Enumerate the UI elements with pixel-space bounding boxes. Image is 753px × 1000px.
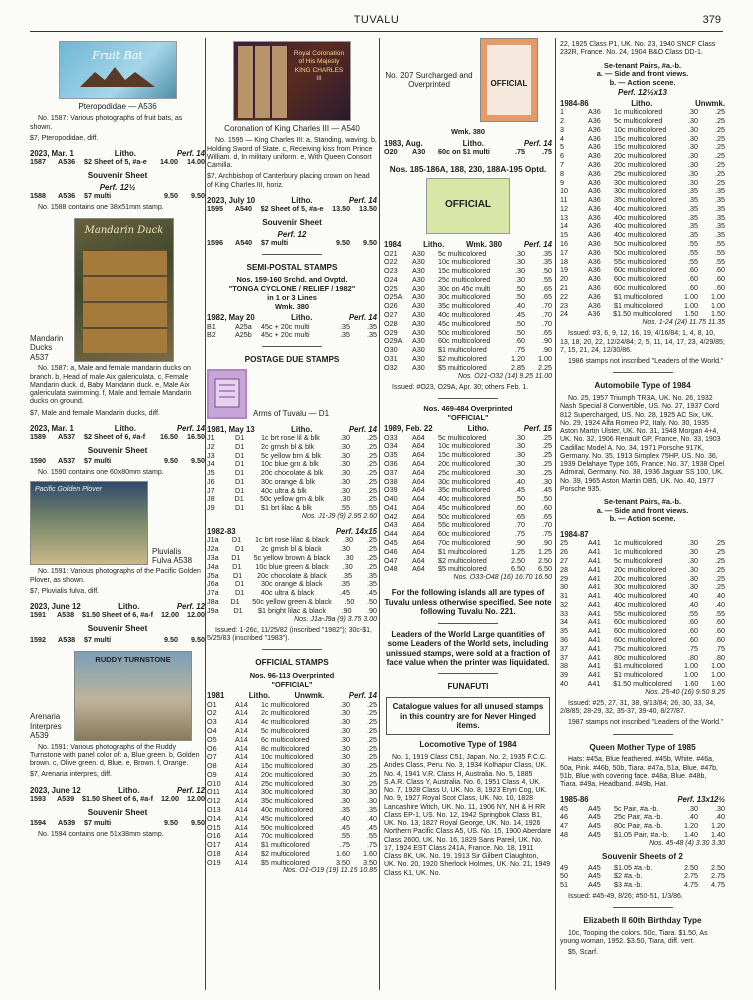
catalog-row: J3 D1 5c yellow brn & blk .30 .25 — [207, 450, 377, 460]
queen-mother-table — [560, 805, 725, 840]
divider — [262, 254, 322, 255]
stamp-note: No. 1591: Various photographs of the Pacific Golden Plover, as shown. — [30, 568, 201, 584]
stamp-art-text: Mandarin Duck — [84, 225, 164, 237]
turnstone-stamp-image — [74, 651, 192, 741]
souvenir-sheet-heading: Souvenir Sheet — [87, 171, 148, 181]
stamp-note: No. 1590 contains one 60x80mm stamp. — [38, 469, 164, 477]
totals-line: Nos. O33-O48 (16) 16.70 16.50 — [453, 574, 552, 582]
section-heading: POSTAGE DUE STAMPS — [244, 355, 340, 365]
catalog-row: O10 A14 25c multicolored .30 .25 — [207, 778, 377, 788]
issue-line: 2023, July 10 Litho. Perf. 14 — [207, 195, 377, 205]
catalog-row: 38 A41 $1 multicolored 1.00 1.00 — [560, 661, 725, 671]
stamp-subnote: $5, Scarf. — [568, 949, 598, 957]
issue-line: 1984 Litho. Wmk. 380 Perf. 14 — [384, 240, 552, 250]
catalog-row: 27 A41 5c multicolored .30 .25 — [560, 555, 725, 565]
sub-heading: Se-tenant Pairs, #a.-b. — [603, 60, 682, 70]
catalog-row: 14 A36 40c multicolored .35 .35 — [560, 221, 725, 231]
catalog-row: O41 A64 45c multicolored .60 .60 — [384, 502, 552, 512]
catalog-row: 19 A36 60c multicolored .60 .60 — [560, 265, 725, 275]
catalog-row: 23 A36 $1 multicolored 1.00 1.00 — [560, 300, 725, 310]
section-heading: FUNAFUTI — [447, 682, 489, 692]
sub-heading: "OFFICIAL" — [447, 412, 489, 422]
stamp-subnote: $7, Pteropodidae, diff. — [30, 134, 99, 142]
catalog-row: 39 A41 $1 multicolored 1.00 1.00 — [560, 670, 725, 680]
stamp-note: No. 1595 — King Charles III: a, Standing, waving. b, Holding Sword of State. c, Receiving kiss from Prince William. d, In military uniform. e, With Queen Consort Camilla. — [207, 137, 377, 170]
sub-heading: Nos. 96-113 Overprinted — [249, 670, 335, 680]
stamp-caption: Arms of Tuvalu — D1 — [253, 409, 330, 419]
queen-mother-note: Hats: #45a, Blue feathered. #45b, White. #46a, 50a, Pink. #46b, 50b, Tiara. #47a, 51a, Blue. #47b, 51b, Blue with covering face. #48a, Blue. #48b, Tiara. #49a, Headband. #49b, Hat. — [560, 756, 719, 789]
catalog-row: J9 D1 $1 brt lilac & blk .55 .55 — [207, 503, 377, 513]
catalog-row: 15 A36 40c multicolored .35 .35 — [560, 230, 725, 240]
catalog-row: O13 A14 40c multicolored .35 .35 — [207, 804, 377, 814]
stamp-label: Arenaria Interpres A539 — [30, 712, 62, 741]
issue-line: 1984-86 Litho. Unwmk. — [560, 99, 725, 109]
catalog-row: 40 A41 $1.50 multicolored 1.60 1.60 — [560, 678, 725, 688]
catalog-row: 46 A45 25c Pair, #a.-b. .40 .40 — [560, 812, 725, 822]
perf-line: Perf. 12½x13 — [618, 87, 667, 97]
issue-line: 1984-87 — [560, 530, 589, 540]
section-heading: Locomotive Type of 1984 — [419, 740, 517, 750]
official-1984-table — [384, 250, 552, 373]
issue-line: 2023, June 12 Litho. Perf. 12 — [30, 785, 205, 795]
totals-line: Nos. 1-24 (24) 11.75 11.35 — [642, 319, 725, 327]
catalog-row: O12 A14 35c multicolored .30 .30 — [207, 796, 377, 806]
catalog-row: 18 A36 55c multicolored .55 .55 — [560, 256, 725, 266]
stamp-grid — [238, 46, 288, 118]
totals-line: Nos. 45-48 (4) 3.30 3.30 — [649, 839, 725, 847]
totals-line: Nos. O1-O19 (19) 11.15 10.85 — [282, 867, 377, 875]
catalog-row: O34 A64 10c multicolored .30 .25 — [384, 441, 552, 451]
catalog-row: O9 A14 20c multicolored .30 .25 — [207, 769, 377, 779]
catalog-row: O29A A30 60c multicolored .60 .90 — [384, 336, 552, 346]
catalog-row: 1589 A537 $2 Sheet of 6, #a-f 16.50 16.50 — [30, 431, 205, 441]
catalog-row: J9a D1 $1 bright lilac & black .90 .90 — [207, 605, 377, 615]
official-1989-table — [384, 434, 552, 575]
official-stamp-image — [480, 38, 538, 122]
catalog-row: J3a D1 5c yellow brown & black .30 .25 — [207, 553, 377, 563]
catalog-row: 50 A45 $2 #a.-b. 2.75 2.75 — [560, 871, 725, 881]
page-header — [30, 14, 723, 32]
catalog-row: O21 A30 5c multicolored .30 .35 — [384, 248, 552, 258]
sub-heading: Nos. 469-484 Overprinted — [423, 404, 513, 413]
sub-heading: b. — Action scene. — [609, 514, 676, 524]
stamp-art-text: OFFICIAL — [490, 79, 528, 88]
catalog-row: J7a D1 40c ultra & black .45 .45 — [207, 588, 377, 598]
sub-heading: "TONGA CYCLONE / RELIEF / 1982" — [228, 284, 356, 294]
stamp-subnote: $7, Pluvialis fulva, diff. — [30, 587, 100, 595]
catalog-row: O25A A30 30c multicolored .50 .65 — [384, 292, 552, 302]
catalog-row: 1590 A537 $7 multi 9.50 9.50 — [30, 456, 205, 466]
catalog-row: 1 A36 1c multicolored .30 .25 — [560, 107, 725, 117]
fruit-bat-stamp-image — [59, 41, 177, 99]
issue-line: 1985-86 Perf. 13x12½ — [560, 795, 725, 805]
elizabeth-note: 10c, Tooping the colors. 50c, Tiara. $1.50, As young woman, 1952. $3.50, Tiara, diff. vert. — [560, 929, 708, 946]
column-divider — [379, 38, 380, 990]
section-heading: OFFICIAL STAMPS — [255, 658, 329, 668]
catalog-row: O31 A30 $2 multicolored 1.20 1.00 — [384, 353, 552, 363]
souvenir-sheet-heading: Souvenir Sheet — [87, 445, 148, 455]
catalog-row: 31 A41 40c multicolored .40 .40 — [560, 591, 725, 601]
catalog-row: 47 A45 80c Pair, #a.-b. 1.20 1.20 — [560, 821, 725, 831]
divider — [438, 673, 498, 674]
divider — [262, 346, 322, 347]
catalog-row: 1587 A536 $2 Sheet of 5, #a-e 14.00 14.00 — [30, 157, 205, 167]
catalog-row: O2 A14 2c multicolored .30 .25 — [207, 708, 377, 718]
locomotive-note: No. 1, 1919 Class C51, Japan. No. 2, 1935 F.C.C. Andes Class, Peru. No. 3, 1934 Kolhapur Class, UK. No. 4, 1941 V.R. Class H, Australia. No. 5, 1885 S.A.R. Class Y, Australia. No. 6, 1951 Class 4, UK. No. 7, 1928 Class U, UK. No. 8, 1923 Eryri Cog, UK. No. 9, 1927 Royal Scot Class, UK. No. 10, 1828 Lancashire Witch, UK. No. 11, 1906 NY, NH & H RR Class EP-1, US. No. 12, 1942 Springbok Class B1, UK. No. 13, 1827 Royal George, UK. No. 14, 1926 Northern Pacific Class A5, US. No. 15, 1900 Aberdare Class 2600, UK. No. 16, 1829 Sans Pareil, UK. No. 17, 1924 EST Class 241A, France. No. 18, 1911 Class 8K, UK. No. 19, 1913 Sir Gilbert Claughton, UK. No. 20, 1920 Sherlock Holmes, UK. No. 21, 1949 Class K1, UK. No. — [384, 754, 552, 877]
catalog-row: O37 A64 25c multicolored .30 .25 — [384, 467, 552, 477]
catalog-row: O48 A64 $5 multicolored 6.50 6.50 — [384, 564, 552, 574]
catalog-row: O7 A14 10c multicolored .30 .25 — [207, 752, 377, 762]
souvenir-sheet-heading: Souvenir Sheet — [262, 217, 322, 227]
plover-stamp-image — [30, 481, 148, 565]
divider — [438, 623, 498, 624]
section-heading: Automobile Type of 1984 — [594, 381, 691, 391]
catalog-row: O28 A30 45c multicolored .50 .70 — [384, 318, 552, 328]
catalog-row: O40 A64 40c multicolored .50 .50 — [384, 494, 552, 504]
catalog-row: O47 A64 $2 multicolored 2.50 2.50 — [384, 555, 552, 565]
issued-note: Issued: #O23, O29A, Apr. 30; others Feb. 1. — [392, 383, 529, 391]
catalog-row: O32 A30 $5 multicolored 2.85 2.25 — [384, 362, 552, 372]
stamp-art-text: OFFICIAL — [444, 199, 492, 211]
divider — [613, 734, 673, 735]
king-charles-stamp-image — [233, 41, 351, 121]
catalog-row: J2 D1 2c grnsh bl & blk .30 .25 — [207, 441, 377, 451]
catalog-row: 5 A36 15c multicolored .30 .25 — [560, 142, 725, 152]
catalog-row: O5 A14 6c multicolored .30 .25 — [207, 734, 377, 744]
catalog-row: 33 A41 55c multicolored .55 .55 — [560, 608, 725, 618]
catalog-row: O19 A14 $5 multicolored 3.50 3.50 — [207, 857, 377, 867]
catalog-row: O39 A64 35c multicolored .45 .45 — [384, 485, 552, 495]
stamp-art-text: Pacific Golden Plover — [35, 486, 102, 494]
catalog-row: O33 A64 5c multicolored .30 .25 — [384, 432, 552, 442]
catalog-row: 17 A36 50c multicolored .55 .55 — [560, 247, 725, 257]
issue-line: 1981, May 13 Litho. Perf. 14 — [207, 424, 377, 434]
sub-heading: a. — Side and front views. — [596, 505, 689, 515]
catalog-row: 30 A41 30c multicolored .30 .25 — [560, 582, 725, 592]
catalog-row: 8 A36 25c multicolored .30 .25 — [560, 168, 725, 178]
o20-block — [384, 38, 552, 122]
catalog-row: 13 A36 40c multicolored .35 .35 — [560, 212, 725, 222]
catalog-row: 1594 A539 $7 multi 9.50 9.50 — [30, 818, 205, 828]
leaders-note: Leaders of the World Large quantities of some Leaders of the World sets, including unissued stamps, were sold at a fraction of face value when the printer was liquidated. — [385, 629, 551, 668]
issued-note: Issued: #45-49, 8/26; #50-51, 1/3/86. — [568, 892, 683, 900]
catalog-row: O8 A14 15c multicolored .30 .25 — [207, 761, 377, 771]
stamp-note: No. 1588 contains one 38x51mm stamp. — [38, 204, 164, 212]
catalog-row: B2 A25b 45c + 20c multi .35 .35 — [207, 330, 377, 340]
issue-line: 1982-83 Perf. 14x15 — [207, 527, 377, 537]
souvenir-sheet-heading: Souvenir Sheets of 2 — [602, 851, 683, 861]
catalog-row: O36 A64 20c multicolored .30 .25 — [384, 459, 552, 468]
catalog-row: 25 A41 1c multicolored .30 .25 — [560, 538, 725, 548]
section-heading: Queen Mother Type of 1985 — [589, 742, 696, 752]
turnstone-block — [30, 651, 205, 741]
catalog-row: 35 A41 60c multicolored .60 .60 — [560, 626, 725, 636]
catalog-row: 37 A41 80c multicolored .80 .80 — [560, 652, 725, 662]
catalog-row: O26 A30 35c multicolored .40 .70 — [384, 301, 552, 311]
column-2 — [207, 38, 377, 990]
catalog-row: 12 A36 40c multicolored .35 .35 — [560, 203, 725, 213]
automobile-note: No. 25, 1957 Triumph TR3A, UK. No. 26, 1932 Nash Special 8 Convertible, US. No. 27, 1937 Cord 812 Supercharged, US. No. 28, 1925 AC Six, UK. No. 29, 1924 Alfa Romeo P2, Italy. No. 30, 1935 Aston Martin Ulster, UK. No. 31, 1948 Morgan 4+4, UK. No. 32, 1906 Renault GP, France. No. 33, 1903 Cadillac Model A. No. 34, 1971 Porsche 917K, Germany. No. 35, 1913 Simplex 75HP, US. No. 36, 1939 Delahaye Type 165, France. No. 37, 1938 Opel Admiral, Germany. No. 38, 1936 Jaguar SS 100, UK. No. 39, 1965 Aston Martin DB5, UK. No. 40, 1977 Porsche 935. — [560, 395, 725, 493]
catalog-row: 11 A36 35c multicolored .35 .35 — [560, 195, 725, 205]
mandarin-block — [30, 218, 205, 362]
totals-line: Nos. J1-J9 (9) 2.95 2.60 — [301, 513, 377, 521]
automobile-table — [560, 539, 725, 688]
catalog-row: 34 A41 60c multicolored .60 .60 — [560, 617, 725, 627]
stamp-note: No. 1591: Various photographs of the Ruddy Turnstone with panel color of: a, Blue green. b, Golden brown. c, Olive green. d, Blue. e, Brown. f, Orange. — [30, 743, 200, 768]
catalog-row: 48 A45 $1.05 Pair, #a.-b. 1.40 1.40 — [560, 829, 725, 839]
catalog-row: 1593 A539 $1.50 Sheet of 6, #a-f 12.00 12.00 — [30, 793, 205, 803]
stamp-subnote: $7, Archbishop of Canterbury placing crown on head of King Charles III, horiz. — [207, 173, 370, 189]
stamp-grid — [83, 249, 167, 353]
catalog-row: J5 D1 20c chocolate & blk .30 .25 — [207, 468, 377, 478]
issue-line: 2023, Mar. 1 Litho. Perf. 14 — [30, 149, 205, 159]
catalog-row: O35 A64 15c multicolored .30 .25 — [384, 450, 552, 460]
postage-due-stamp-image — [207, 369, 247, 419]
catalog-row: J8a D1 50c yellow green & black .50 .50 — [207, 596, 377, 606]
catalog-row: 1592 A538 $7 multi 9.50 9.50 — [30, 634, 205, 644]
section-heading: SEMI-POSTAL STAMPS — [246, 262, 338, 272]
catalog-row: O18 A14 $2 multicolored 1.60 1.60 — [207, 848, 377, 858]
catalog-row: 24 A36 $1.50 multicolored 1.50 1.50 — [560, 309, 725, 319]
official-overprint-stamp-image — [426, 178, 510, 234]
catalog-row: J6 D1 30c orange & blk .30 .25 — [207, 476, 377, 486]
postage-due-block — [207, 369, 377, 419]
catalog-row: 29 A41 20c multicolored .30 .25 — [560, 573, 725, 583]
catalog-row: J1a D1 1c brt rose lilac & black .30 .25 — [207, 535, 377, 545]
catalog-row: 51 A45 $3 #a.-b. 4.75 4.75 — [560, 880, 725, 890]
catalog-row: J6a D1 30c orange & black .35 .35 — [207, 579, 377, 589]
catalog-row: J7 D1 40c ultra & blk .30 .25 — [207, 485, 377, 495]
stamp-note: No. 1587: Various photographs of fruit bats, as shown. — [30, 115, 183, 131]
catalog-row: O1 A14 1c multicolored .30 .25 — [207, 699, 377, 709]
catalog-row: J4 D1 10c blue grn & blk .30 .25 — [207, 459, 377, 469]
souvenir-sheet-heading: Souvenir Sheet — [87, 807, 148, 817]
stamp-art-text: Fruit Bat — [92, 49, 143, 62]
country-title: TUVALU — [353, 14, 400, 26]
stamp-art-text: Royal Coronation of His Majesty KING CHARLES III — [293, 50, 345, 83]
catalog-row: 16 A36 50c multicolored .55 .55 — [560, 239, 725, 249]
catalog-row: 28 A41 20c multicolored .30 .25 — [560, 564, 725, 574]
issue-line: 1981 Litho. Unwmk. Perf. 14 — [207, 691, 377, 701]
sub-heading: in 1 or 3 Lines — [267, 292, 317, 302]
stamp-art-text: RUDDY TURNSTONE — [95, 654, 171, 664]
totals-line: Nos. 25-40 (16) 9.50 9.25 — [645, 688, 725, 696]
catalog-row: O46 A64 $1 multicolored 1.25 1.25 — [384, 546, 552, 556]
stamp-subnote: $7, Arenaria interpres, diff. — [30, 771, 112, 779]
catalog-row: O23 A30 15c multicolored .30 .50 — [384, 266, 552, 276]
column-divider — [555, 38, 556, 990]
islands-note: For the following islands all are types of Tuvalu unless otherwise specified. See note following Tuvalu No. 221. — [384, 588, 552, 617]
issued-note: Issued: 1-26c, 11/25/82 (inscribed "1982"); 30c-$1, 5/25/83 (inscribed "1983"). — [207, 626, 372, 643]
divider — [613, 372, 673, 373]
sub-heading: b. — Action scene. — [609, 77, 676, 87]
catalog-row: O16 A14 70c multicolored .55 .55 — [207, 831, 377, 841]
catalog-row: O44 A64 60c multicolored .75 .75 — [384, 529, 552, 539]
issue-line: 2023, June 12 Litho. Perf. 12 — [30, 602, 205, 612]
catalog-row: 21 A36 60c multicolored .60 .60 — [560, 282, 725, 292]
totals-line: Nos. O21-O32 (14) 9.25 11.00 — [457, 372, 552, 380]
catalog-row: J4a D1 10c blue green & black .30 .25 — [207, 561, 377, 571]
catalog-row: J1 D1 1c brt rose lil & blk .30 .25 — [207, 433, 377, 443]
stamp-note: 1987 stamps not inscribed "Leaders of the World." — [568, 719, 724, 727]
catalog-row: 45 A45 5c Pair, #a.-b. .30 .30 — [560, 803, 725, 813]
catalog-row: 22 A36 $1 multicolored 1.00 1.00 — [560, 291, 725, 301]
issued-note: Issued: #25, 27, 31, 38, 9/13/84; 26, 30, 33, 34, 2/8/85; 28-29, 32, 35-37, 39-40, 8/27/87. — [560, 699, 716, 716]
catalog-row: O20 A30 60c on $1 multi .75 .75 — [384, 146, 552, 156]
bat-silhouette-icon — [60, 42, 178, 100]
catalog-row: O22 A30 10c multicolored .30 .35 — [384, 257, 552, 267]
catalog-row: 26 A41 1c multicolored .30 .25 — [560, 547, 725, 557]
catalog-row: J8 D1 50c yellow grn & blk .30 .25 — [207, 494, 377, 504]
catalog-row: J5a D1 20c chocolate & black .35 .35 — [207, 570, 377, 580]
catalog-row: 32 A41 40c multicolored .40 .40 — [560, 599, 725, 609]
catalog-row: 1591 A538 $1.50 Sheet of 6, #a-f 12.00 12.00 — [30, 610, 205, 620]
catalog-row: O42 A64 50c multicolored .65 .65 — [384, 511, 552, 521]
catalog-row: O24 A30 25c multicolored .30 .55 — [384, 274, 552, 284]
stamp-label: Pluvialis Fulva A538 — [152, 546, 193, 566]
column-4 — [560, 38, 725, 990]
issued-note: Issued: #3, 6, 9, 12, 16, 19, 4/16/84; 1, 4, 8, 10, 13, 18, 20, 22, 12/24/84; 2, 5, 11, 14, 17, 23, 4/29/85; 7, 15, 21, 24, 12/30/86. — [560, 330, 725, 354]
stamp-label: Mandarin Ducks A537 — [30, 333, 64, 362]
stamp-subnote: $7, Male and female Mandarin ducks, diff. — [30, 409, 160, 417]
column-divider — [205, 38, 206, 990]
catalog-row: O43 A64 55c multicolored .70 .70 — [384, 520, 552, 530]
stamp-note: No. 1594 contains one 51x38mm stamp. — [38, 831, 164, 839]
section-heading: Elizabeth II 60th Birthday Type — [583, 916, 702, 926]
stamp-caption: Coronation of King Charles III — A540 — [224, 124, 360, 133]
stamp-note: No. 1587: a, Male and female mandarin ducks on branch. b, Head of male Aix galericulata. c, Female Mandarin duck. d, Baby Mandarin duck. e, Male Aix galericulata swimming. f, Male and female Mandarin ducks on ground. — [30, 365, 192, 406]
perf-line: Perf. 12½ — [99, 182, 136, 192]
catalog-row: B1 A25a 45c + 20c multi .35 .35 — [207, 321, 377, 331]
section-heading: Nos. 185-186A, 188, 230, 188A-195 Optd. — [389, 164, 547, 174]
catalog-row: O29 A30 50c multicolored .50 .65 — [384, 327, 552, 337]
sub-heading: Nos. 159-160 Srchd. and Ovptd. — [236, 275, 348, 285]
divider — [438, 398, 498, 399]
locomotive-note-cont: 22, 1925 Class P1, UK. No. 23, 1940 SNCF Class 232R, France. No. 24, 1904 B&O Class DD-1. — [560, 41, 716, 57]
catalog-row: 6 A36 20c multicolored .30 .25 — [560, 151, 725, 161]
catalog-row: O17 A14 $1 multicolored .75 .75 — [207, 840, 377, 850]
catalog-row: O15 A14 50c multicolored .45 .45 — [207, 822, 377, 832]
catalog-row: O6 A14 8c multicolored .30 .25 — [207, 743, 377, 753]
sub-heading: Se-tenant Pairs, #a.-b. — [603, 497, 682, 506]
sub-heading: "OFFICIAL" — [271, 679, 313, 689]
catalog-row: 37 A41 75c multicolored .75 .75 — [560, 643, 725, 653]
official-table — [207, 701, 377, 868]
catalog-row: 9 A36 30c multicolored .30 .25 — [560, 177, 725, 187]
catalog-row: 36 A41 60c multicolored .60 .60 — [560, 634, 725, 644]
catalog-row: J2a D1 2c grnsh bl & black .30 .25 — [207, 544, 377, 554]
column-3 — [384, 38, 552, 990]
column-1 — [30, 38, 205, 990]
souvenir-sheet-heading: Souvenir Sheet — [87, 624, 148, 634]
postage-due-table — [207, 434, 377, 513]
mandarin-duck-stamp-image — [74, 218, 174, 362]
issue-line: 1982, May 20 Litho. Perf. 14 — [207, 313, 377, 323]
catalog-row: 3 A36 10c multicolored .30 .25 — [560, 124, 725, 134]
stamp-caption: No. 207 Surcharged and Overprinted — [385, 70, 473, 89]
catalog-row: O30 A30 $1 multicolored .75 .90 — [384, 345, 552, 355]
sub-heading: a. — Side and front views. — [596, 69, 689, 79]
issue-line: 1989, Feb. 22 Litho. Perf. 15 — [384, 424, 552, 434]
locomotive-table — [560, 108, 725, 319]
catalog-row: O38 A64 30c multicolored .40 .30 — [384, 476, 552, 486]
watermark-line: Wmk. 380 — [450, 127, 486, 136]
stamp-note: 1986 stamps not inscribed "Leaders of the World." — [568, 358, 724, 366]
divider — [262, 649, 322, 650]
catalog-row: O25 A30 30c on 45c multi .50 .65 — [384, 283, 552, 293]
catalog-row: O45 A64 70c multicolored .90 .90 — [384, 538, 552, 548]
catalog-row: 4 A36 15c multicolored .30 .25 — [560, 133, 725, 143]
catalog-row: 10 A36 30c multicolored .35 .35 — [560, 186, 725, 196]
divider — [613, 907, 673, 908]
watermark-line: Wmk. 380 — [274, 301, 310, 311]
catalog-row: 1588 A536 $7 multi 9.50 9.50 — [30, 191, 205, 201]
catalog-row: O14 A14 45c multicolored .40 .40 — [207, 813, 377, 823]
stamp-caption: Pteropodidae — A536 — [78, 102, 157, 111]
semipostal-table — [207, 323, 377, 341]
postage-due-table-2 — [207, 536, 377, 615]
catalog-row: O3 A14 4c multicolored .30 .25 — [207, 717, 377, 727]
catalog-row: O11 A14 30c multicolored .30 .30 — [207, 787, 377, 797]
catalog-row: 20 A36 60c multicolored .60 .60 — [560, 274, 725, 284]
catalog-row: 49 A45 $1.05 #a.-b. 2.50 2.50 — [560, 862, 725, 872]
issue-line: 1983, Aug. Litho. Perf. 14 — [384, 138, 552, 148]
catalog-row: 1595 A540 $2 Sheet of 5, #a-e 13.50 13.50 — [207, 204, 377, 214]
totals-line: Nos. J1a-J9a (9) 3.75 3.00 — [294, 615, 377, 623]
issue-line: 2023, Mar. 1 Litho. Perf. 14 — [30, 423, 205, 433]
page-number: 379 — [702, 14, 721, 26]
queen-mother-ss-table — [560, 864, 725, 890]
perf-line: Perf. 12 — [277, 229, 307, 239]
catalog-row: 7 A36 20c multicolored .30 .25 — [560, 160, 725, 170]
catalog-row: O27 A30 40c multicolored .45 .70 — [384, 310, 552, 320]
catalog-row: O4 A14 5c multicolored .30 .25 — [207, 725, 377, 735]
catalog-row: 2 A36 5c multicolored .30 .25 — [560, 116, 725, 126]
coat-of-arms-icon — [209, 371, 245, 417]
plover-block — [30, 481, 205, 565]
catalogue-values-notice: Catalogue values for all unused stamps in this country are for Never Hinged items. — [386, 697, 550, 735]
catalog-row: 1596 A540 $7 multi 9.50 9.50 — [207, 238, 377, 248]
